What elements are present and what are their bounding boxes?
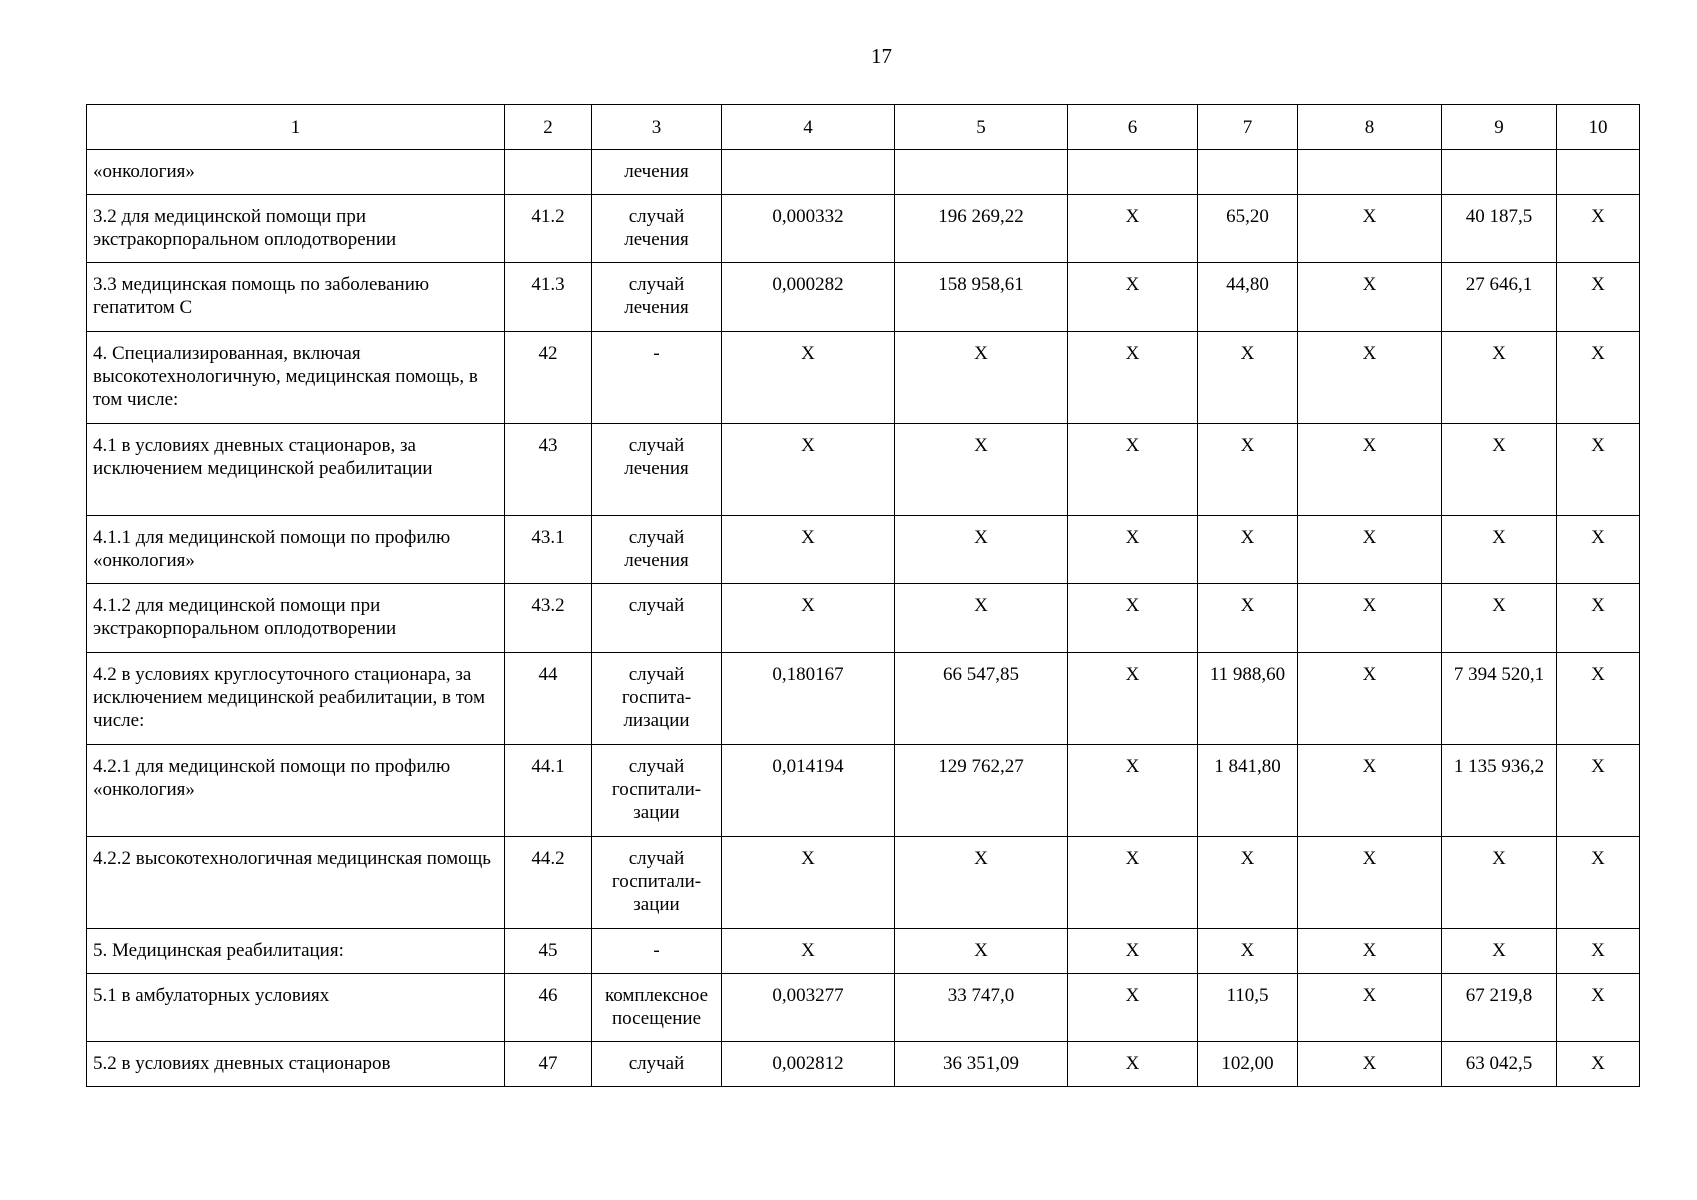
row-name-cell: 5.2 в условиях дневных стационаров	[87, 1042, 505, 1087]
col4-cell: Х	[722, 584, 895, 653]
table-row	[87, 745, 1640, 837]
col7-cell: 11 988,60	[1198, 653, 1298, 745]
col10-cell: Х	[1557, 195, 1640, 263]
col9-cell: 7 394 520,1	[1442, 653, 1557, 745]
col4-cell: Х	[722, 516, 895, 584]
row-name-cell: 4.2.2 высокотехнологичная медицинская помощь	[87, 837, 505, 929]
col4-cell: 0,180167	[722, 653, 895, 745]
header-cell: 3	[592, 105, 722, 150]
header-cell: 4	[722, 105, 895, 150]
row-unit-cell: случай лечения	[592, 424, 722, 516]
row-unit-cell: -	[592, 929, 722, 974]
col4-cell: 0,000282	[722, 263, 895, 332]
page-number: 17	[871, 44, 892, 68]
row-unit-cell: лечения	[592, 150, 722, 195]
header-cell: 9	[1442, 105, 1557, 150]
table-row	[87, 516, 1640, 584]
table-row	[87, 263, 1640, 332]
col8-cell: Х	[1298, 584, 1442, 653]
row-unit-cell: случай лечения	[592, 263, 722, 332]
col5-cell: 129 762,27	[895, 745, 1068, 837]
row-code-cell: 46	[505, 974, 592, 1042]
col5-cell: Х	[895, 584, 1068, 653]
col4-cell: 0,002812	[722, 1042, 895, 1087]
col9-cell: Х	[1442, 332, 1557, 424]
row-name-cell: 3.2 для медицинской помощи при экстракорпоральном оплодотворении	[87, 195, 505, 263]
col9-cell: Х	[1442, 929, 1557, 974]
header-cell: 8	[1298, 105, 1442, 150]
row-name-cell: 4.1 в условиях дневных стационаров, за исключением медицинской реабилитации	[87, 424, 505, 516]
row-unit-cell: комплексное посещение	[592, 974, 722, 1042]
col10-cell: Х	[1557, 1042, 1640, 1087]
table-row	[87, 584, 1640, 653]
col10-cell: Х	[1557, 837, 1640, 929]
row-code-cell	[505, 150, 592, 195]
table-row	[87, 424, 1640, 516]
col9-cell: Х	[1442, 424, 1557, 516]
col8-cell: Х	[1298, 653, 1442, 745]
col10-cell: Х	[1557, 424, 1640, 516]
row-name-cell: «онкология»	[87, 150, 505, 195]
col7-cell: Х	[1198, 516, 1298, 584]
col8-cell: Х	[1298, 974, 1442, 1042]
table-row	[87, 332, 1640, 424]
col6-cell	[1068, 150, 1198, 195]
row-code-cell: 45	[505, 929, 592, 974]
row-code-cell: 41.2	[505, 195, 592, 263]
col9-cell	[1442, 150, 1557, 195]
row-code-cell: 44.2	[505, 837, 592, 929]
col8-cell: Х	[1298, 516, 1442, 584]
col10-cell: Х	[1557, 332, 1640, 424]
col9-cell: 67 219,8	[1442, 974, 1557, 1042]
col10-cell: Х	[1557, 263, 1640, 332]
row-code-cell: 44	[505, 653, 592, 745]
col5-cell: 196 269,22	[895, 195, 1068, 263]
col5-cell: Х	[895, 837, 1068, 929]
col4-cell: Х	[722, 332, 895, 424]
row-name-cell: 4.2 в условиях круглосуточного стационара, за исключением медицинской реабилитации, в том числе:	[87, 653, 505, 745]
col6-cell: Х	[1068, 837, 1198, 929]
header-cell: 5	[895, 105, 1068, 150]
row-code-cell: 43.2	[505, 584, 592, 653]
col4-cell: 0,014194	[722, 745, 895, 837]
col10-cell: Х	[1557, 745, 1640, 837]
col4-cell: Х	[722, 929, 895, 974]
header-cell: 7	[1198, 105, 1298, 150]
col7-cell: Х	[1198, 929, 1298, 974]
col9-cell: 27 646,1	[1442, 263, 1557, 332]
col4-cell: Х	[722, 837, 895, 929]
col7-cell: 65,20	[1198, 195, 1298, 263]
col5-cell: 33 747,0	[895, 974, 1068, 1042]
col8-cell: Х	[1298, 837, 1442, 929]
col6-cell: Х	[1068, 195, 1198, 263]
col8-cell: Х	[1298, 745, 1442, 837]
col8-cell	[1298, 150, 1442, 195]
col8-cell: Х	[1298, 929, 1442, 974]
row-code-cell: 43.1	[505, 516, 592, 584]
table-row	[87, 195, 1640, 263]
col9-cell: Х	[1442, 837, 1557, 929]
col6-cell: Х	[1068, 424, 1198, 516]
col9-cell: Х	[1442, 516, 1557, 584]
row-code-cell: 41.3	[505, 263, 592, 332]
row-code-cell: 43	[505, 424, 592, 516]
row-unit-cell: -	[592, 332, 722, 424]
col6-cell: Х	[1068, 584, 1198, 653]
col7-cell: Х	[1198, 837, 1298, 929]
col5-cell: 36 351,09	[895, 1042, 1068, 1087]
row-name-cell: 4. Специализированная, включая высокотехнологичную, медицинская помощь, в том числе:	[87, 332, 505, 424]
col4-cell	[722, 150, 895, 195]
col10-cell: Х	[1557, 653, 1640, 745]
col9-cell: 63 042,5	[1442, 1042, 1557, 1087]
col5-cell	[895, 150, 1068, 195]
row-unit-cell: случай	[592, 1042, 722, 1087]
col8-cell: Х	[1298, 1042, 1442, 1087]
col5-cell: Х	[895, 332, 1068, 424]
col9-cell: 1 135 936,2	[1442, 745, 1557, 837]
col5-cell: 66 547,85	[895, 653, 1068, 745]
row-code-cell: 42	[505, 332, 592, 424]
row-unit-cell: случай лечения	[592, 195, 722, 263]
header-cell: 10	[1557, 105, 1640, 150]
table-row	[87, 837, 1640, 929]
table-row	[87, 653, 1640, 745]
row-code-cell: 44.1	[505, 745, 592, 837]
col10-cell	[1557, 150, 1640, 195]
col5-cell: Х	[895, 929, 1068, 974]
row-name-cell: 4.1.1 для медицинской помощи по профилю «онкология»	[87, 516, 505, 584]
table-row	[87, 150, 1640, 195]
header-cell: 6	[1068, 105, 1198, 150]
col6-cell: Х	[1068, 745, 1198, 837]
table-header-row	[87, 105, 1640, 150]
col7-cell: 110,5	[1198, 974, 1298, 1042]
col7-cell: Х	[1198, 332, 1298, 424]
col4-cell: 0,003277	[722, 974, 895, 1042]
col6-cell: Х	[1068, 263, 1198, 332]
col5-cell: Х	[895, 424, 1068, 516]
row-name-cell: 4.1.2 для медицинской помощи при экстракорпоральном оплодотворении	[87, 584, 505, 653]
col7-cell: Х	[1198, 424, 1298, 516]
row-unit-cell: случай	[592, 584, 722, 653]
col10-cell: Х	[1557, 584, 1640, 653]
row-code-cell: 47	[505, 1042, 592, 1087]
col8-cell: Х	[1298, 424, 1442, 516]
col7-cell: 44,80	[1198, 263, 1298, 332]
col6-cell: Х	[1068, 929, 1198, 974]
row-unit-cell: случай госпитали-зации	[592, 837, 722, 929]
col7-cell: 1 841,80	[1198, 745, 1298, 837]
col7-cell	[1198, 150, 1298, 195]
row-unit-cell: случай госпита-лизации	[592, 653, 722, 745]
col8-cell: Х	[1298, 195, 1442, 263]
col10-cell: Х	[1557, 929, 1640, 974]
col9-cell: 40 187,5	[1442, 195, 1557, 263]
col6-cell: Х	[1068, 653, 1198, 745]
col6-cell: Х	[1068, 516, 1198, 584]
col5-cell: 158 958,61	[895, 263, 1068, 332]
col10-cell: Х	[1557, 516, 1640, 584]
row-name-cell: 5.1 в амбулаторных условиях	[87, 974, 505, 1042]
header-cell: 2	[505, 105, 592, 150]
col8-cell: Х	[1298, 263, 1442, 332]
row-unit-cell: случай лечения	[592, 516, 722, 584]
header-cell: 1	[87, 105, 505, 150]
col5-cell: Х	[895, 516, 1068, 584]
col7-cell: Х	[1198, 584, 1298, 653]
col4-cell: 0,000332	[722, 195, 895, 263]
col10-cell: Х	[1557, 974, 1640, 1042]
row-name-cell: 4.2.1 для медицинской помощи по профилю «онкология»	[87, 745, 505, 837]
col6-cell: Х	[1068, 974, 1198, 1042]
row-unit-cell: случай госпитали-зации	[592, 745, 722, 837]
col9-cell: Х	[1442, 584, 1557, 653]
col7-cell: 102,00	[1198, 1042, 1298, 1087]
col8-cell: Х	[1298, 332, 1442, 424]
data-table	[86, 104, 1640, 1087]
table-row	[87, 974, 1640, 1042]
col6-cell: Х	[1068, 332, 1198, 424]
row-name-cell: 5. Медицинская реабилитация:	[87, 929, 505, 974]
col6-cell: Х	[1068, 1042, 1198, 1087]
table-row	[87, 1042, 1640, 1087]
table-row	[87, 929, 1640, 974]
row-name-cell: 3.3 медицинская помощь по заболеванию гепатитом С	[87, 263, 505, 332]
col4-cell: Х	[722, 424, 895, 516]
